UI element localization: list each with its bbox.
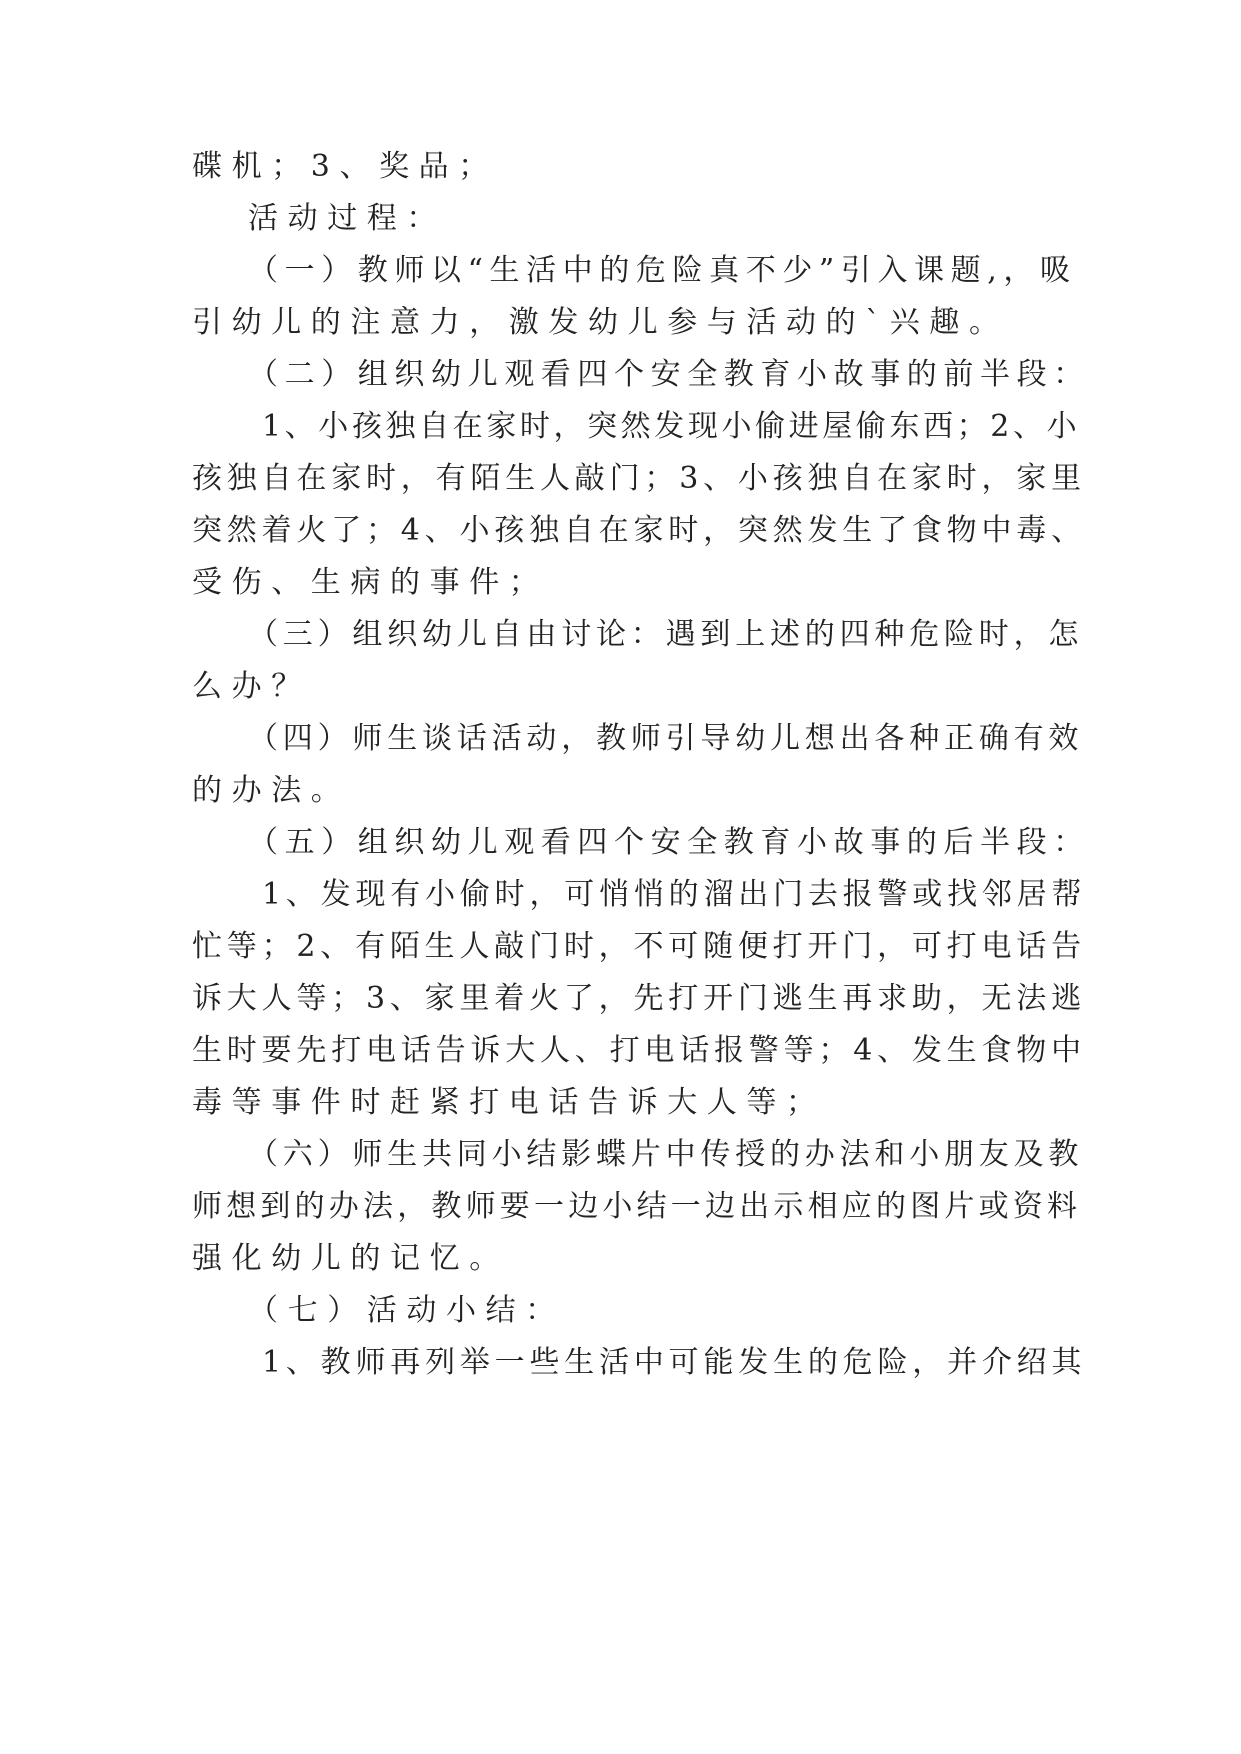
text-line: （七）活动小结： [248, 1293, 565, 1328]
text-line: （三）组织幼儿自由讨论：遇到上述的四种危险时，怎 [248, 617, 1084, 652]
text-line: 毒等事件时赶紧打电话告诉大人等； [192, 1085, 826, 1120]
text-line: 碟机；3、奖品； [192, 149, 498, 184]
text-line: （一）教师以“生活中的危险真不少”引入课题,，吸 [248, 253, 1077, 288]
text-line: 受伤、生病的事件； [192, 565, 549, 600]
text-line: 师想到的办法，教师要一边小结一边出示相应的图片或资料 [192, 1189, 1082, 1224]
text-line: （四）师生谈话活动，教师引导幼儿想出各种正确有效 [248, 721, 1084, 756]
text-line: 引幼儿的注意力，激发幼儿参与活动的`兴趣。 [192, 305, 1009, 340]
text-line: 1、教师再列举一些生活中可能发生的危险，并介绍其 [262, 1345, 1087, 1380]
text-line: 孩独自在家时，有陌生人敲门；3、小孩独自在家时，家里 [192, 461, 1086, 496]
text-line: 1、发现有小偷时，可悄悄的溜出门去报警或找邻居帮 [262, 877, 1087, 912]
text-line: 突然着火了；4、小孩独自在家时，突然发生了食物中毒、 [192, 513, 1086, 548]
text-line: 诉大人等；3、家里着火了，先打开门逃生再求助，无法逃 [192, 981, 1086, 1016]
text-line: （五）组织幼儿观看四个安全教育小故事的后半段： [248, 825, 1090, 860]
text-line: 强化幼儿的记忆。 [192, 1241, 509, 1276]
text-line: 1、小孩独自在家时，突然发现小偷进屋偷东西；2、小 [262, 409, 1081, 444]
text-line: 活动过程： [248, 201, 446, 236]
text-line: 么办？ [192, 669, 311, 704]
text-line: 生时要先打电话告诉大人、打电话报警等；4、发生食物中 [192, 1033, 1086, 1068]
text-line: 的办法。 [192, 773, 351, 808]
text-line: （六）师生共同小结影蝶片中传授的办法和小朋友及教 [248, 1137, 1084, 1172]
text-line: （二）组织幼儿观看四个安全教育小故事的前半段： [248, 357, 1090, 392]
text-line: 忙等；2、有陌生人敲门时，不可随便打开门，可打电话告 [192, 929, 1086, 964]
